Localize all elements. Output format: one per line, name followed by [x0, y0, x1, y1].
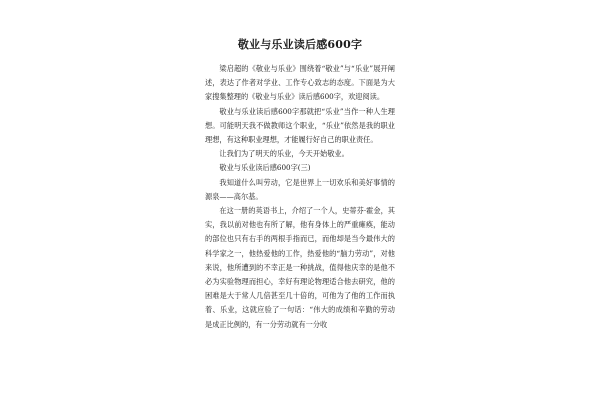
article-page — [205, 38, 395, 332]
article-paragraph: 让我们为了明天的乐业，今天开始敬业。 — [219, 149, 349, 159]
article-subheading: 敬业与乐业读后感600字(三) — [219, 163, 311, 173]
article-paragraph: 在这一册的英语书上，介绍了一个人，史蒂芬·霍金，其实，我以前对他也有所了解，他有身体上的严重瘫痪，能动的部位也只有右手的两根手指而已，而他却是当今最伟大的科学家之一，他热爱他的工作，热爱他的“脑力劳动”，对他来说，他所遭到的不幸正是一种挑战，值得他庆幸的是他不必为实验物理而担心，幸好有理论物理适合他去研究，他的困难是大于常人几倍甚至几十倍的，可他为了他的工作而执着、乐业，这就应验了一句话：“伟大的成绩和辛勤的劳动是成正比例的，有一分劳动就有一分收 — [205, 206, 395, 329]
article-title: 敬业与乐业读后感600字 — [237, 38, 363, 51]
article-paragraph: 敬业与乐业读后感600字那就把“乐业”当作一种人生理想。可能明天我不做教师这个职业，“乐业”依然是我的职业理想，有这种职业理想，才能履行好自己的职业责任。 — [205, 106, 395, 145]
article-paragraph: 梁启超的《敬业与乐业》围绕着“敬业”与“乐业”展开阐述，表达了作者对学业、工作专心致志的态度。下面是为大家搜集整理的《敬业与乐业》读后感600字，欢迎阅读。 — [205, 64, 395, 102]
article-paragraph: 我知道什么叫劳动，它是世界上一切欢乐和美好事情的源泉——高尔基。 — [205, 177, 395, 201]
